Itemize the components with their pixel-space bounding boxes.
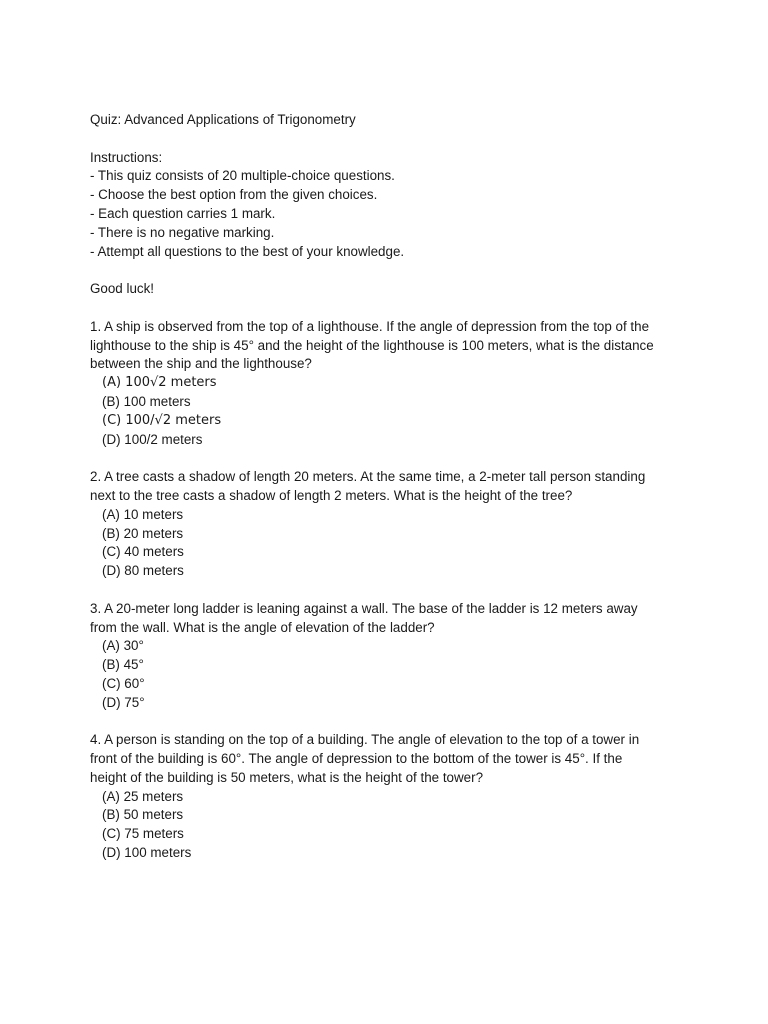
spacer — [90, 713, 690, 732]
instructions-heading: Instructions: — [90, 149, 163, 165]
option-a: (A) 10 meters — [102, 506, 184, 522]
question-text-line: 1. A ship is observed from the top of a lighthouse. If the angle of depression from the top of the — [90, 318, 650, 334]
question-text-line: from the wall. What is the angle of elevation of the ladder? — [90, 619, 435, 635]
question-text-line: lighthouse to the ship is 45° and the height of the lighthouse is 100 meters, what is the distance — [90, 337, 654, 353]
spacer — [90, 130, 690, 149]
question-2 — [90, 468, 690, 581]
spacer — [90, 581, 690, 600]
instruction-item: - There is no negative marking. — [90, 224, 275, 240]
question-text-line: between the ship and the lighthouse? — [90, 356, 312, 372]
question-4 — [90, 731, 690, 863]
option-d: (D) 80 meters — [102, 563, 184, 579]
option-b: (B) 50 meters — [102, 807, 184, 823]
closing-text: Good luck! — [90, 281, 155, 297]
quiz-title: Quiz: Advanced Applications of Trigonometry — [90, 112, 356, 127]
question-text-line: 3. A 20-meter long ladder is leaning against a wall. The base of the ladder is 12 meters away — [90, 600, 638, 616]
question-text-line: 4. A person is standing on the top of a building. The angle of elevation to the top of a tower in — [90, 732, 640, 748]
question-1 — [90, 318, 690, 450]
spacer — [90, 449, 690, 468]
question-text-line: front of the building is 60°. The angle of depression to the bottom of the tower is 45°. If the — [90, 751, 623, 767]
question-text-line: 2. A tree casts a shadow of length 20 meters. At the same time, a 2-meter tall person standing — [90, 469, 646, 485]
option-a: (A) 100√2 meters — [102, 375, 217, 391]
instruction-item: - Attempt all questions to the best of your knowledge. — [90, 243, 405, 259]
option-c: (C) 40 meters — [102, 544, 184, 560]
document-page — [90, 111, 690, 863]
option-a: (A) 25 meters — [102, 788, 184, 804]
option-c: (C) 75 meters — [102, 826, 184, 842]
question-3 — [90, 600, 690, 713]
instruction-item: - This quiz consists of 20 multiple-choice questions. — [90, 168, 395, 184]
spacer — [90, 261, 690, 280]
option-c: (C) 100/√2 meters — [102, 412, 222, 428]
instruction-item: - Each question carries 1 mark. — [90, 205, 276, 221]
option-c: (C) 60° — [102, 675, 145, 691]
option-d: (D) 75° — [102, 694, 145, 710]
option-b: (B) 100 meters — [102, 393, 191, 409]
question-text-line: height of the building is 50 meters, what is the height of the tower? — [90, 769, 484, 785]
option-a: (A) 30° — [102, 638, 144, 654]
option-b: (B) 45° — [102, 657, 144, 673]
option-b: (B) 20 meters — [102, 525, 184, 541]
option-d: (D) 100 meters — [102, 845, 192, 861]
option-d: (D) 100/2 meters — [102, 431, 203, 447]
spacer — [90, 299, 690, 318]
instructions-block — [90, 149, 690, 262]
question-text-line: next to the tree casts a shadow of length 2 meters. What is the height of the tree? — [90, 487, 573, 503]
instruction-item: - Choose the best option from the given choices. — [90, 187, 378, 203]
